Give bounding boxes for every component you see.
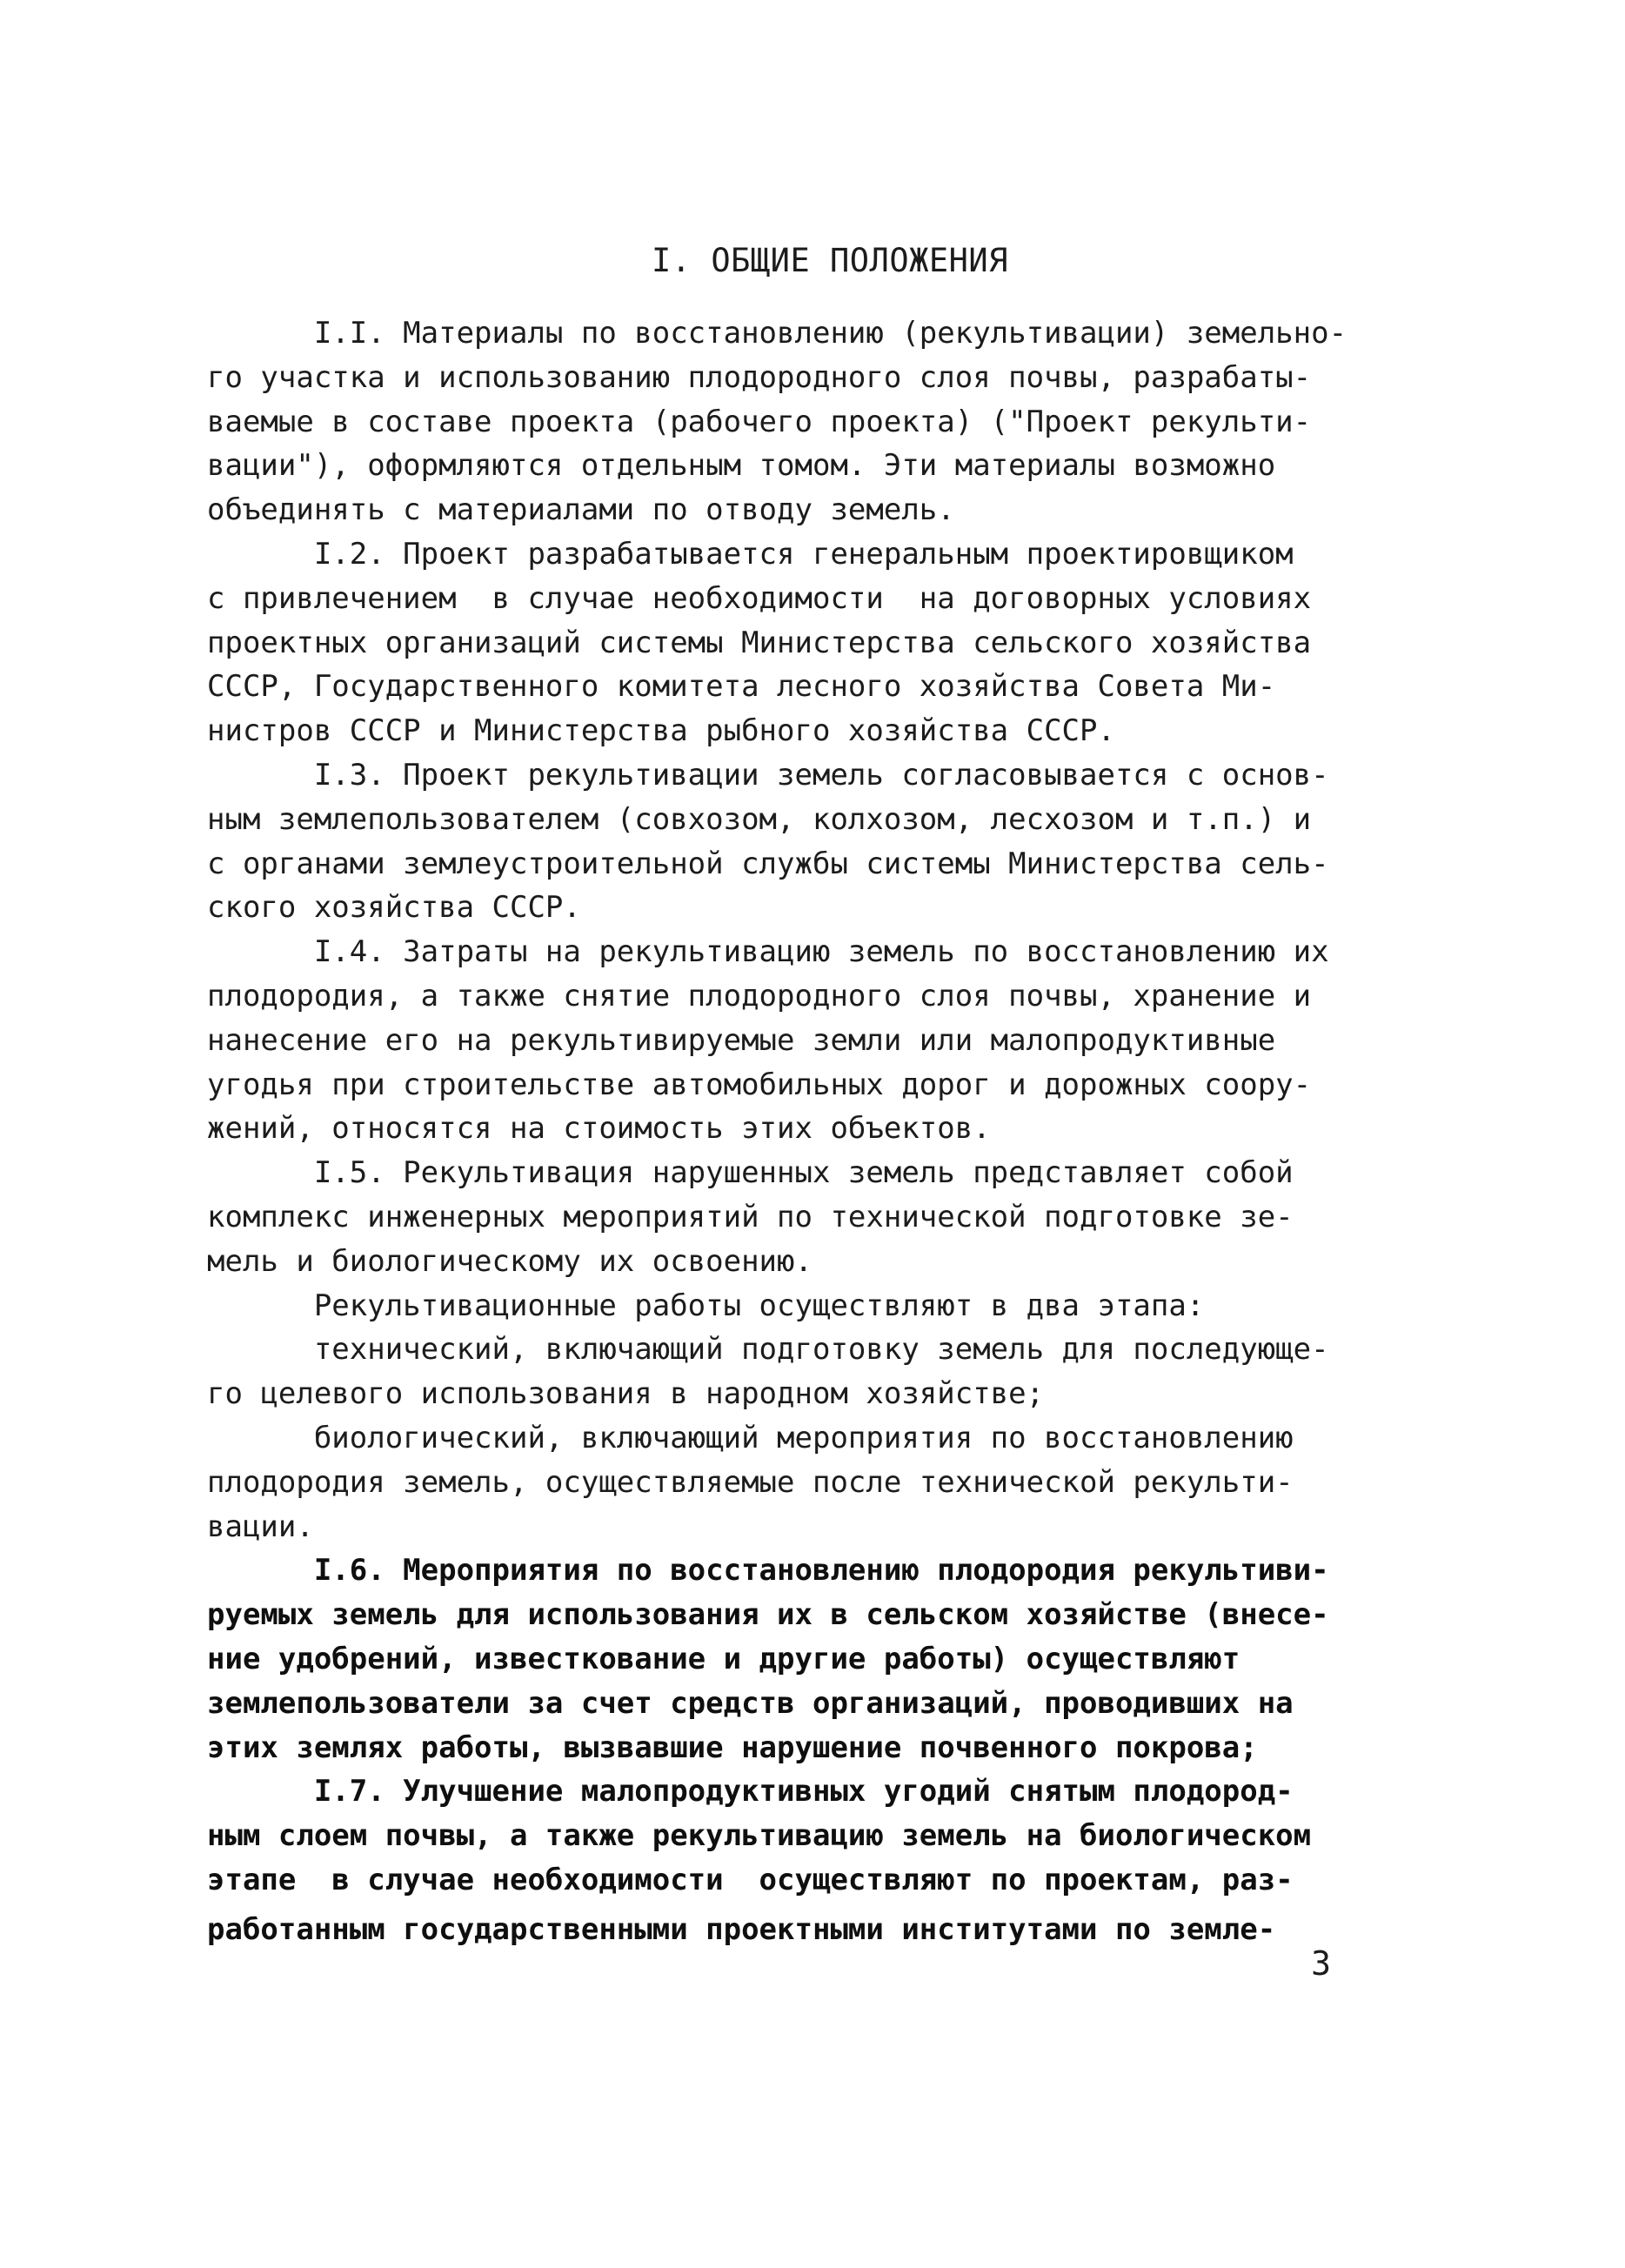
text-line: этих землях работы, вызвавшие нарушение почвенного покрова; (207, 1729, 1258, 1765)
text-line: нанесение его на рекультивируемые земли или малопродуктивные (207, 1022, 1276, 1058)
text-line: мель и биологическому их освоению. (207, 1243, 812, 1279)
text-line: I.5. Рекультивация нарушенных земель представляет собой (207, 1155, 1294, 1191)
text-line: жений, относятся на стоимость этих объектов. (207, 1111, 991, 1147)
section-title: I. ОБЩИЕ ПОЛОЖЕНИЯ (652, 242, 1008, 279)
text-line: Рекультивационные работы осуществляют в два этапа: (207, 1288, 1205, 1323)
text-line: плодородия земель, осуществляемые после технической рекульти- (207, 1464, 1294, 1500)
text-line: проектных организаций системы Министерства сельского хозяйства (207, 625, 1312, 660)
text-line: с органами землеустроительной службы системы Министерства сель- (207, 846, 1329, 881)
document-body (207, 311, 1347, 1951)
text-line: нистров СССР и Министерства рыбного хозяйства СССР. (207, 713, 1115, 749)
text-line: этапе в случае необходимости осуществляют по проектам, раз- (207, 1862, 1294, 1897)
text-line: ным слоем почвы, а также рекультивацию земель на биологическом (207, 1818, 1312, 1854)
text-line: I.4. Затраты на рекультивацию земель по восстановлению их (207, 934, 1329, 970)
text-line: СССР, Государственного комитета лесного хозяйства Совета Ми- (207, 669, 1276, 705)
text-line: руемых земель для использования их в сельском хозяйстве (внесе- (207, 1597, 1329, 1633)
text-line: ского хозяйства СССР. (207, 890, 581, 926)
text-line: объединять с материалами по отводу земель. (207, 492, 955, 528)
text-line: I.6. Мероприятия по восстановлению плодородия рекультиви- (207, 1553, 1329, 1589)
text-line: I.7. Улучшение малопродуктивных угодий снятым плодород- (207, 1774, 1294, 1810)
text-line: I.I. Материалы по восстановлению (рекультивации) земельно- (207, 316, 1347, 351)
text-line: комплекс инженерных мероприятий по технической подготовке зе- (207, 1199, 1294, 1234)
text-line: ние удобрений, известкование и другие работы) осуществляют (207, 1641, 1240, 1676)
text-line: угодья при строительстве автомобильных дорог и дорожных соору- (207, 1067, 1312, 1102)
text-line: ваемые в составе проекта (рабочего проекта) ("Проект рекульти- (207, 404, 1312, 439)
text-line: I.2. Проект разрабатывается генеральным проектировщиком (207, 536, 1294, 572)
text-line: землепользователи за счет средств организаций, проводивших на (207, 1685, 1294, 1721)
text-line: вации"), оформляются отдельным томом. Эти материалы возможно (207, 448, 1276, 484)
page-number: 3 (1311, 1944, 1331, 1983)
text-line: вации. (207, 1509, 314, 1544)
text-line: ным землепользователем (совхозом, колхозом, лесхозом и т.п.) и (207, 801, 1312, 837)
text-line: биологический, включающий мероприятия по восстановлению (207, 1420, 1294, 1455)
text-line: го участка и использованию плодородного слоя почвы, разрабаты- (207, 359, 1312, 395)
text-line: плодородия, а также снятие плодородного слоя почвы, хранение и (207, 978, 1312, 1014)
text-line: технический, включающий подготовку земель для последующе- (207, 1332, 1329, 1368)
text-line: с привлечением в случае необходимости на договорных условиях (207, 580, 1312, 616)
text-line: работанным государственными проектными институтами по земле- (207, 1911, 1276, 1947)
text-line: I.3. Проект рекультивации земель согласовывается с основ- (207, 757, 1329, 793)
text-line: го целевого использования в народном хозяйстве; (207, 1376, 1045, 1412)
